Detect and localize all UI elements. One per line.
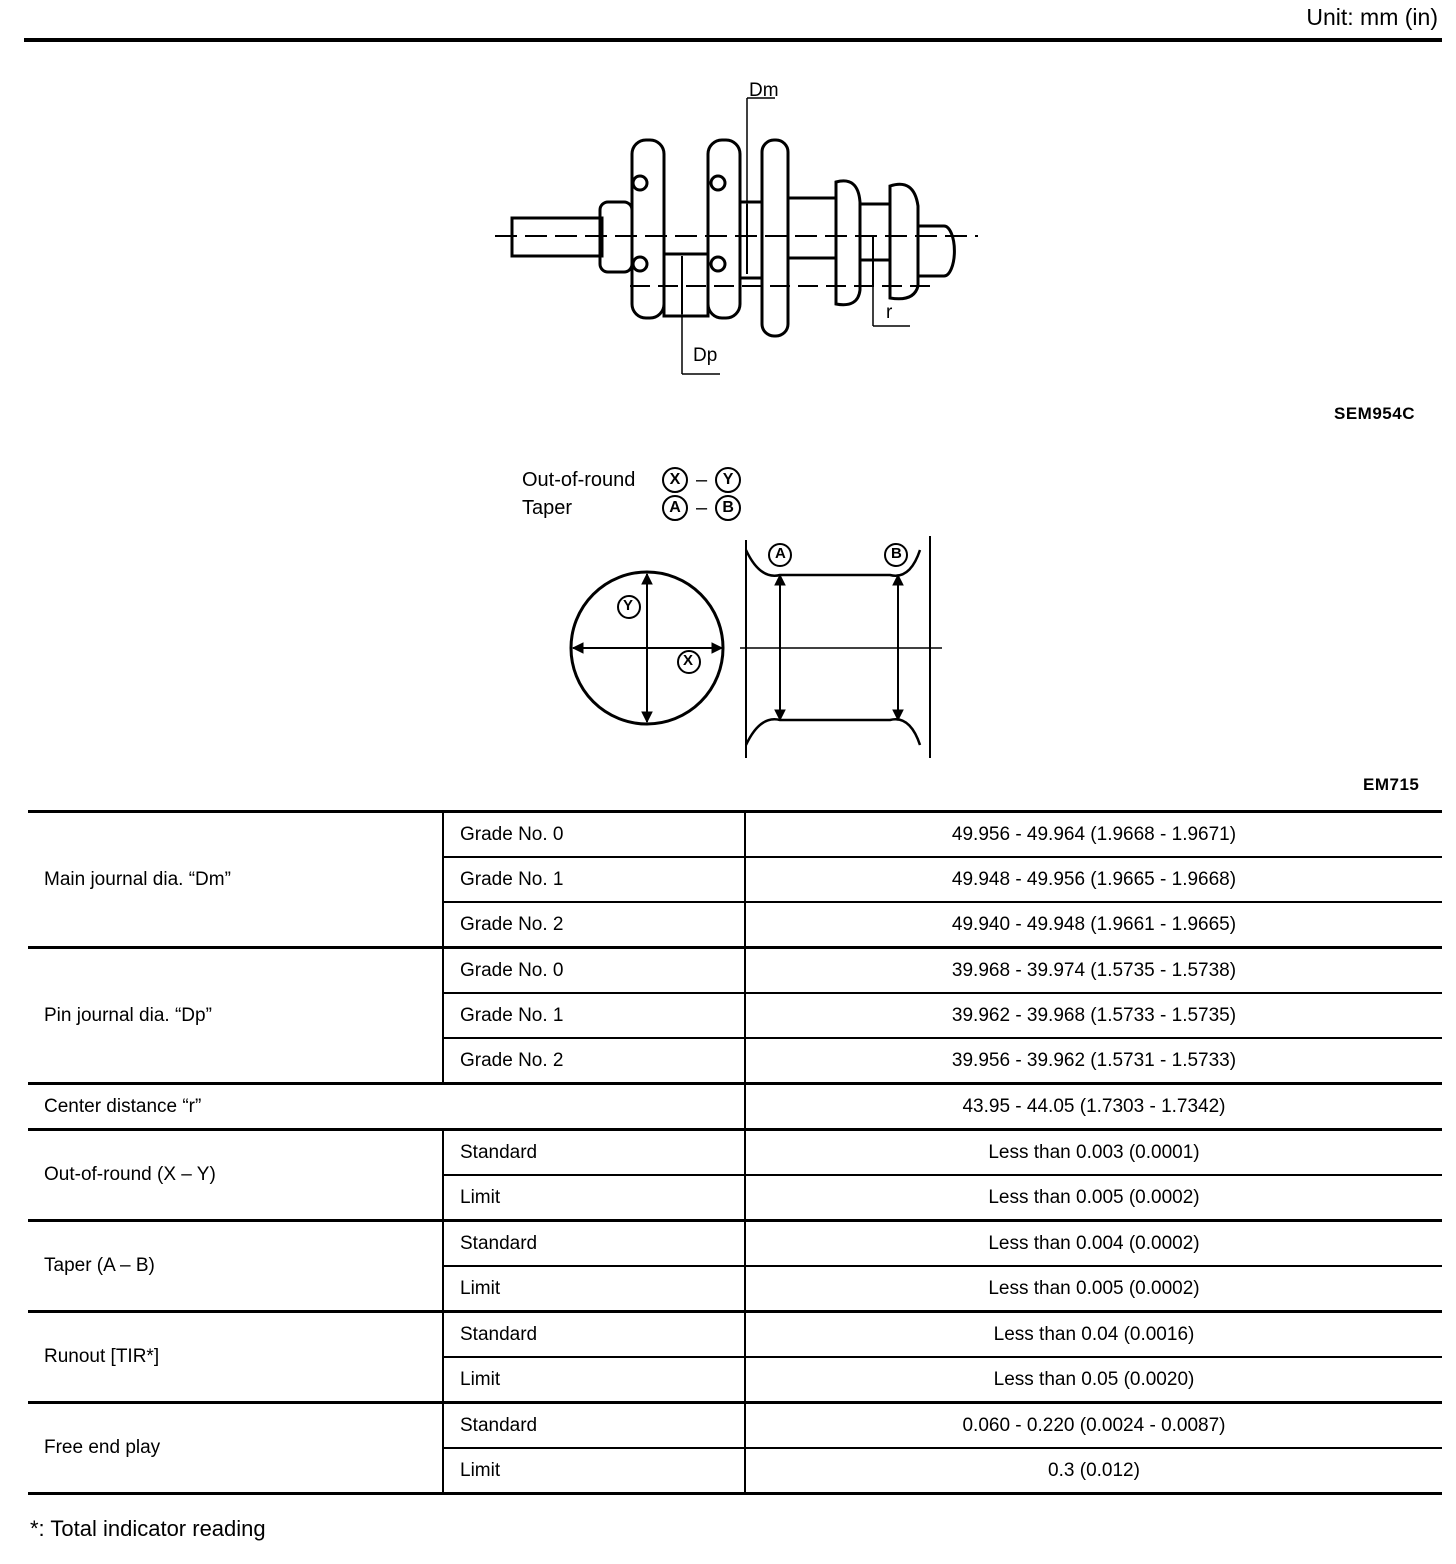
mark-x: X <box>683 652 694 669</box>
row-value: Less than 0.004 (0.0002) <box>745 1221 1442 1267</box>
footnote: *: Total indicator reading <box>30 1516 266 1541</box>
row-subheader: Grade No. 1 <box>443 993 745 1038</box>
row-value: 39.962 - 39.968 (1.5733 - 1.5735) <box>745 993 1442 1038</box>
mark-y: Y <box>623 597 634 614</box>
row-subheader: Limit <box>443 1448 745 1494</box>
table-row <box>28 1403 1442 1449</box>
r-label: r <box>886 302 893 323</box>
legend-dash: – <box>696 469 708 491</box>
row-value: 49.940 - 49.948 (1.9661 - 1.9665) <box>745 902 1442 948</box>
row-subheader: Limit <box>443 1357 745 1403</box>
legend-out-of-round <box>522 466 741 494</box>
row-subheader: Grade No. 2 <box>443 902 745 948</box>
legend-dash: – <box>696 497 708 519</box>
row-subheader: Standard <box>443 1130 745 1176</box>
row-subheader: Grade No. 1 <box>443 857 745 902</box>
row-subheader: Grade No. 0 <box>443 948 745 994</box>
table-row <box>28 1130 1442 1176</box>
legend-taper <box>522 494 741 522</box>
mark-b: B <box>891 545 902 562</box>
row-value: 39.968 - 39.974 (1.5735 - 1.5738) <box>745 948 1442 994</box>
row-value: 49.948 - 49.956 (1.9665 - 1.9668) <box>745 857 1442 902</box>
marker-a: A <box>662 495 688 521</box>
marker-b: B <box>715 495 741 521</box>
row-value: 49.956 - 49.964 (1.9668 - 1.9671) <box>745 812 1442 858</box>
row-value: 0.060 - 0.220 (0.0024 - 0.0087) <box>745 1403 1442 1449</box>
marker-y: Y <box>715 467 741 493</box>
crankshaft-spec-table <box>28 810 1442 1495</box>
row-value: Less than 0.04 (0.0016) <box>745 1312 1442 1358</box>
figure-code-em715: EM715 <box>1363 775 1420 794</box>
figure-code-sem954c: SEM954C <box>1334 404 1415 423</box>
row-subheader: Standard <box>443 1403 745 1449</box>
row-value: Less than 0.005 (0.0002) <box>745 1175 1442 1221</box>
row-value: Less than 0.003 (0.0001) <box>745 1130 1442 1176</box>
table-row <box>28 948 1442 994</box>
row-subheader: Standard <box>443 1221 745 1267</box>
legend-label: Out-of-round <box>522 469 636 491</box>
row-value: 0.3 (0.012) <box>745 1448 1442 1494</box>
row-header: Main journal dia. “Dm” <box>28 812 443 948</box>
table-row <box>28 1221 1442 1267</box>
row-subheader: Grade No. 2 <box>443 1038 745 1084</box>
row-subheader: Standard <box>443 1312 745 1358</box>
dp-label: Dp <box>693 345 718 366</box>
row-value: 43.95 - 44.05 (1.7303 - 1.7342) <box>745 1084 1442 1130</box>
unit-label: Unit: mm (in) <box>1306 4 1438 30</box>
row-value: 39.956 - 39.962 (1.5731 - 1.5733) <box>745 1038 1442 1084</box>
row-header: Runout [TIR*] <box>28 1312 443 1403</box>
measurement-legend <box>522 466 741 522</box>
row-subheader: Limit <box>443 1266 745 1312</box>
row-header: Free end play <box>28 1403 443 1494</box>
header-rule <box>24 38 1442 42</box>
marker-x: X <box>662 467 688 493</box>
row-value: Less than 0.005 (0.0002) <box>745 1266 1442 1312</box>
row-subheader: Grade No. 0 <box>443 812 745 858</box>
row-header: Center distance “r” <box>28 1084 745 1130</box>
crankshaft-figure <box>490 78 990 378</box>
dm-label: Dm <box>749 80 779 101</box>
out-of-round-taper-figure <box>560 530 960 765</box>
table-row <box>28 812 1442 858</box>
table-row <box>28 1312 1442 1358</box>
row-subheader: Limit <box>443 1175 745 1221</box>
table-row <box>28 1084 1442 1130</box>
mark-a: A <box>775 545 786 562</box>
row-header: Out-of-round (X – Y) <box>28 1130 443 1221</box>
row-value: Less than 0.05 (0.0020) <box>745 1357 1442 1403</box>
row-header: Taper (A – B) <box>28 1221 443 1312</box>
row-header: Pin journal dia. “Dp” <box>28 948 443 1084</box>
legend-label: Taper <box>522 497 573 519</box>
